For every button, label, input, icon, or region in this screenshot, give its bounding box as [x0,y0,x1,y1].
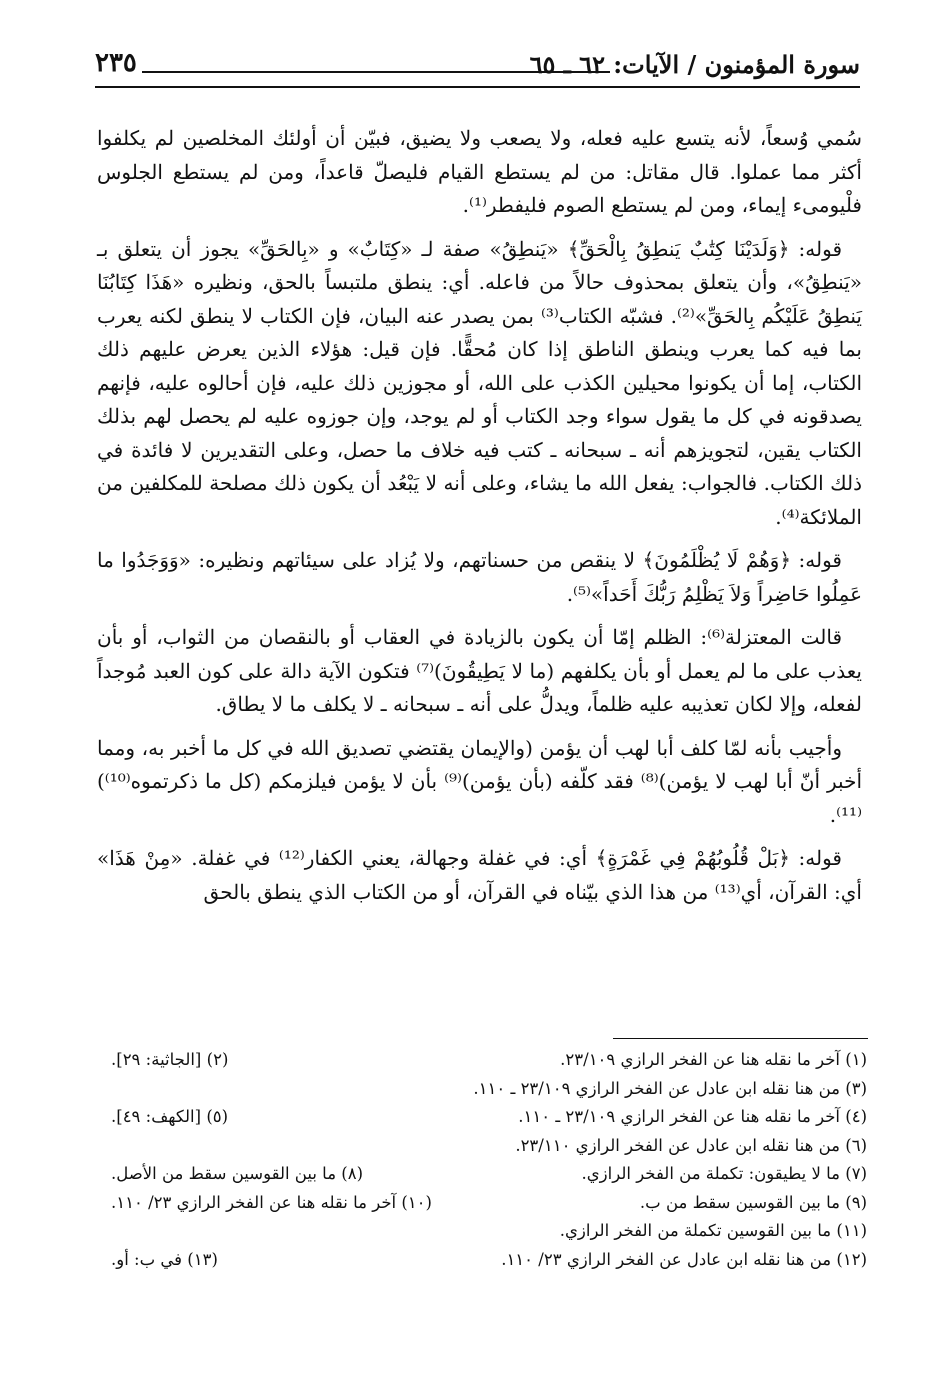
footnote-row [97,1132,867,1161]
footnote-row [97,1160,867,1189]
footnote-5: (٥) [الكهف: ٤٩]. [111,1107,229,1126]
surah-title: سورة المؤمنون / الآيات: ٦٢ ـ ٦٥ [529,50,860,79]
page-header [95,46,860,86]
footnote-6: (٦) من هنا نقله ابن عادل عن الفخر الرازي ٢٣/١١٠. [515,1135,867,1155]
footnote-10: (١٠) آخر ما نقله هنا عن الفخر الرازي ٢٣/ ١١٠. [111,1192,432,1212]
footnote-row [97,1075,867,1104]
paragraph-3: قوله: ﴿وَهُمْ لَا يُظْلَمُونَ﴾ لا ينقص من حسناتهم، ولا يُزاد على سيئاتهم ونظيره: «وَوَجَدُوا ما عَمِلُوا حَاضِراً وَلاَ يَظْلِمُ رَبُّكَ أَحَداً»⁽⁵⁾. [97,548,862,606]
footnote-4: (٤) آخر ما نقله هنا عن الفخر الرازي ٢٣/١٠٩ ـ ١١٠. [518,1107,867,1126]
footnote-13: (١٣) في ب: أو. [111,1249,218,1269]
page-number: ٢٣٥ [95,48,137,78]
paragraph-4: قالت المعتزلة⁽⁶⁾: الظلم إمّا أن يكون بالزيادة في العقاب أو بالنقصان من الثواب، أو بأن يعذب على ما لم يعمل أو بأن يكلفهم (ما لا يَطِيقُونَ)⁽⁷⁾ فتكون الآية دالة على كون العبد مُوجداً لفعله، وإلا لكان تعذيبه عليه ظلماً، ويدلُّ على أنه ـ سبحانه ـ لا يكلف ما لا يطاق. [97,625,862,716]
paragraph-1: سُمي وُسعاً، لأنه يتسع عليه فعله، ولا يصعب ولا يضيق، فبيّن أن أولئك المخلصين لم يكلفوا أكثر مما عملوا. قال مقاتل: من لم يستطع القيام فليصلّ قاعداً، ومن لم يستطع الجلوس فلْيومىء إيماء، ومن لم يستطع الصوم فليفطر⁽¹⁾. [97,126,862,217]
footnote-11: (١١) ما بين القوسين تكملة من الفخر الرازي. [559,1221,867,1240]
main-text [97,122,862,909]
paragraph-2: قوله: ﴿وَلَدَيْنَا كِتَٰبٌ يَنطِقُ بِالْحَقِّ﴾ «يَنطِقُ» صفة لـ «كِتَابٌ» و «بِالحَقِّ» يجوز أن يتعلق بـ «يَنطِقُ»، وأن يتعلق بمحذوف حالاً من فاعله. أي: ينطق ملتبساً بالحق، ونظيره «هَذَا كِتَابُنَا يَنطِقُ عَلَيْكُم بِالحَقِّ»⁽²⁾. فشبّه الكتاب⁽³⁾ بمن يصدر عنه البيان، فإن الكتاب لا ينطق لكنه يعرب بما فيه كما يعرب وينطق الناطق إذا كان مُحقًّا. فإن قيل: هؤلاء الذين يعرض عليهم ذلك الكتاب، إما أن يكونوا محيلين الكذب على الله، أو مجوزين ذلك عليه، فإن أحالوه عليه، فإنهم يصدقونه في كل ما يقول سواء وجد الكتاب أو لم يوجد، وإن جوزوه عليه لم يحصل لهم بذلك الكتاب يقين، لتجويزهم أنه ـ سبحانه ـ كتب فيه خلاف ما حصل، وعلى التقديرين لا فائدة في ذلك الكتاب. فالجواب: يفعل الله ما يشاء، وعلى أنه لا يَبْعُد أن يكون ذلك مصلحة للمكلفين من الملائكة⁽⁴⁾. [97,236,863,529]
footnotes [97,1046,867,1274]
footnote-row [97,1103,867,1132]
footnote-row [97,1246,867,1275]
footnote-12: (١٢) من هنا نقله ابن عادل عن الفخر الرازي ٢٣/ ١١٠. [501,1249,867,1269]
footnote-2: (٢) [الجاثية: ٢٩]. [111,1050,229,1069]
footnote-row [97,1217,867,1246]
footnote-separator [613,1038,868,1039]
footnote-row [97,1189,867,1218]
footnote-7: (٧) ما لا يطيقون: تكملة من الفخر الرازي. [581,1164,867,1183]
footnote-9: (٩) ما بين القوسين سقط من ب. [639,1192,867,1212]
header-leader-line [142,71,610,73]
footnote-3: (٣) من هنا نقله ابن عادل عن الفخر الرازي ٢٣/١٠٩ ـ ١١٠. [473,1078,867,1098]
paragraph-6: قوله: ﴿بَلْ قُلُوبُهُمْ فِي غَمْرَةٍ﴾ أي: في غفلة وجهالة، يعني الكفار⁽¹²⁾ في غفلة. «مِنْ هَذَا» أي: القرآن، أي⁽¹³⁾ من هذا الذي بيّناه في القرآن، أو من الكتاب الذي ينطق بالحق [97,846,862,904]
footnote-row [97,1046,867,1075]
footnote-1: (١) آخر ما نقله هنا عن الفخر الرازي ٢٣/١٠٩. [560,1050,867,1069]
paragraph-5: وأجيب بأنه لمّا كلف أبا لهب أن يؤمن (والإيمان يقتضي تصديق الله في كل ما أخبر به، ومما أخبر أنّ أبا لهب لا يؤمن)⁽⁸⁾ فقد كلّفه (بأن يؤمن)⁽⁹⁾ بأن لا يؤمن فيلزمكم (كل ما ذكرتموه⁽¹⁰⁾)⁽¹¹⁾. [97,735,863,827]
header-rule [95,86,860,88]
footnote-8: (٨) ما بين القوسين سقط من الأصل. [111,1164,364,1183]
